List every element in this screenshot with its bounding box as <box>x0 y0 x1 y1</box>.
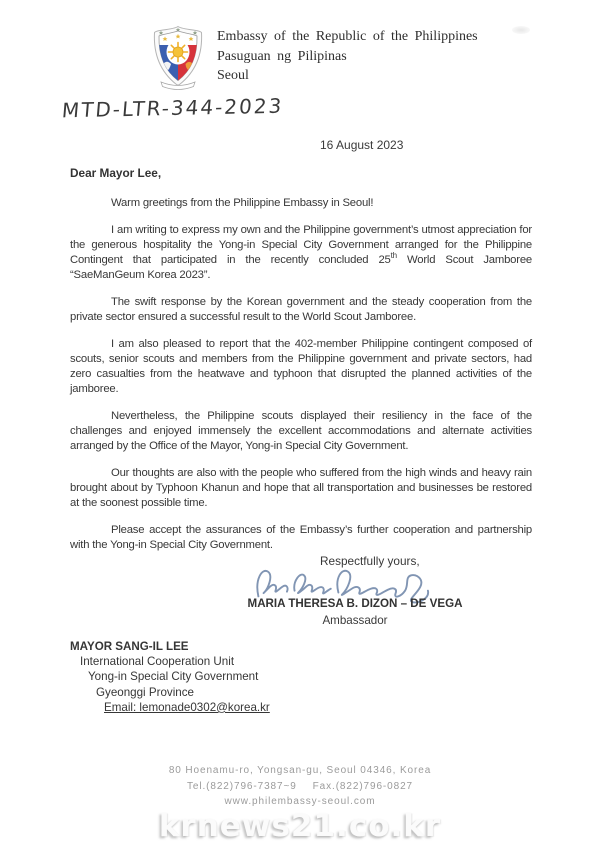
recipient-email: Email: lemonade0302@korea.kr <box>104 700 270 714</box>
embassy-footer <box>0 763 600 810</box>
philippine-coat-of-arms-icon <box>148 24 208 90</box>
footer-fax: Fax.(822)796-0827 <box>312 780 414 792</box>
ordinal-superscript: th <box>390 251 397 261</box>
footer-address: 80 Hoenamu-ro, Yongsan-gu, Seoul 04346, Korea <box>168 765 432 776</box>
recipient-government: Yong-in Special City Government <box>88 670 259 684</box>
news-site-watermark: krnews21.co.kr <box>158 808 442 844</box>
recipient-province: Gyeonggi Province <box>96 685 194 699</box>
letterhead <box>148 24 478 90</box>
embassy-name-line: Embassy of the Republic of the Philippines <box>217 29 478 44</box>
footer-website: www.philembassy-seoul.com <box>224 796 376 807</box>
paragraph-contingent-report: I am also pleased to report that the 402-member Philippine contingent composed of scouts, senior scouts and members from the Philippine government and private sectors, had zero casualties from the heatwave and typhoon that disrupted the planned activities of the jamboree. <box>70 338 532 395</box>
letter-body <box>70 196 532 565</box>
paragraph-greeting: Warm greetings from the Philippine Embassy in Seoul! <box>111 197 374 209</box>
paragraph-appreciation-text: I am writing to express my own and the Philippine government’s utmost appreciation for the generous hospitality the Yong-in Special City Government arranged for the Philippine Contingent that participated in the recently concluded 25 <box>70 224 532 266</box>
valediction: Respectfully yours, <box>320 554 420 568</box>
recipient-block <box>70 639 270 715</box>
salutation: Dear Mayor Lee, <box>70 166 162 180</box>
signer-title: Ambassador <box>322 614 388 627</box>
handwritten-reference-number: MTD-LTR-344-2023 <box>61 93 285 123</box>
paragraph-resiliency: Nevertheless, the Philippine scouts displayed their resiliency in the face of the challenges and enjoyed immensely the excellent accommodations and alternate activities arranged by the Office of the Mayor, Yong-in Special City Government. <box>70 410 532 452</box>
paragraph-typhoon-sympathy: Our thoughts are also with the people who suffered from the high winds and heavy rain brought about by Typhoon Khanun and hope that all transportation and businesses be restored at the soonest possible time. <box>70 467 532 509</box>
scan-smudge <box>512 26 530 34</box>
footer-telfax <box>0 779 600 795</box>
paragraph-swift-response: The swift response by the Korean government and the steady cooperation from the private sector ensured a successful result to the World Scout Jamboree. <box>70 296 532 323</box>
paragraph-appreciation <box>70 223 532 283</box>
letter-date: 16 August 2023 <box>320 138 404 152</box>
footer-tel: Tel.(822)796-7387~9 <box>186 780 297 792</box>
paragraph-assurances: Please accept the assurances of the Embassy’s further cooperation and partnership with the Yong-in Special City Government. <box>70 524 532 551</box>
signer-name: MARIA THERESA B. DIZON – DE VEGA <box>247 597 463 610</box>
embassy-native-name-line: Pasuguan ng Pilipinas <box>217 48 347 64</box>
paragraph-appreciation-tail: World Scout Jamboree “SaeManGeum Korea 2023”. <box>70 254 532 281</box>
recipient-name: MAYOR SANG-IL LEE <box>70 640 189 653</box>
embassy-city-line: Seoul <box>217 68 249 83</box>
recipient-unit: International Cooperation Unit <box>80 655 235 669</box>
